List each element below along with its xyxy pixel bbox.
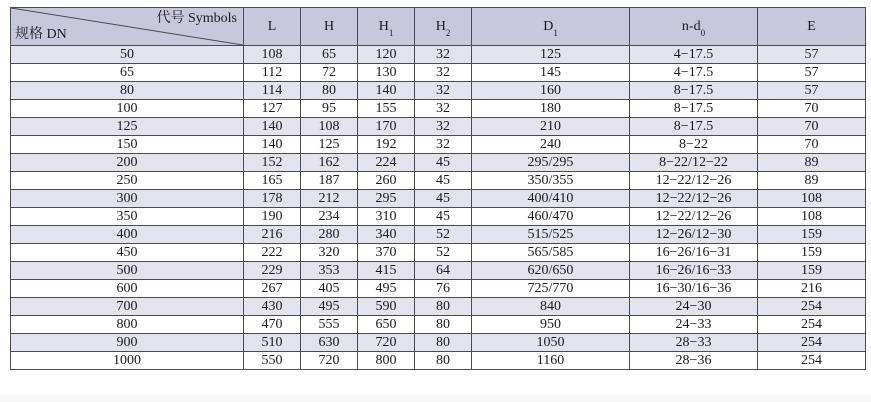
cell-n-d0: 8−17.5 [630,100,758,118]
cell-h: 555 [301,316,358,334]
cell-d1: 1050 [472,334,630,352]
cell-dn: 350 [11,208,244,226]
cell-e: 70 [758,136,866,154]
cell-h: 405 [301,280,358,298]
cell-h1: 340 [358,226,415,244]
cell-h: 125 [301,136,358,154]
cell-l: 178 [244,190,301,208]
table-row [11,100,866,118]
corner-label-symbols: 代号 Symbols [156,11,237,26]
cell-e: 159 [758,244,866,262]
cell-h: 353 [301,262,358,280]
table-row [11,190,866,208]
cell-n-d0: 8−17.5 [630,82,758,100]
cell-h1: 192 [358,136,415,154]
cell-h: 234 [301,208,358,226]
cell-h2: 32 [415,136,472,154]
table-row [11,334,866,352]
cell-dn: 450 [11,244,244,262]
cell-l: 108 [244,46,301,64]
cell-h2: 52 [415,226,472,244]
cell-n-d0: 12−26/12−30 [630,226,758,244]
cell-d1: 620/650 [472,262,630,280]
cell-h2: 45 [415,172,472,190]
table-row [11,136,866,154]
table-row [11,172,866,190]
corner-label-dn: 规格 DN [15,27,67,42]
cell-d1: 565/585 [472,244,630,262]
cell-l: 229 [244,262,301,280]
cell-l: 470 [244,316,301,334]
cell-dn: 200 [11,154,244,172]
table-row [11,64,866,82]
cell-h1: 310 [358,208,415,226]
dimension-table [10,7,866,370]
cell-n-d0: 24−30 [630,298,758,316]
cell-e: 89 [758,154,866,172]
cell-l: 430 [244,298,301,316]
cell-h1: 120 [358,46,415,64]
cell-d1: 460/470 [472,208,630,226]
cell-h: 72 [301,64,358,82]
header-row [11,8,866,46]
cell-h1: 415 [358,262,415,280]
cell-h2: 80 [415,316,472,334]
cell-d1: 1160 [472,352,630,370]
cell-h1: 590 [358,298,415,316]
table-row [11,262,866,280]
cell-h2: 32 [415,100,472,118]
corner-header-cell [11,8,244,46]
cell-l: 222 [244,244,301,262]
table-body [11,46,866,370]
cell-h2: 80 [415,352,472,370]
cell-h2: 32 [415,46,472,64]
cell-l: 152 [244,154,301,172]
cell-dn: 80 [11,82,244,100]
cell-e: 70 [758,118,866,136]
cell-h1: 650 [358,316,415,334]
cell-dn: 900 [11,334,244,352]
cell-dn: 250 [11,172,244,190]
cell-h2: 32 [415,82,472,100]
cell-dn: 65 [11,64,244,82]
page-bottom-edge [0,394,871,402]
cell-h1: 224 [358,154,415,172]
cell-l: 114 [244,82,301,100]
cell-n-d0: 8−17.5 [630,118,758,136]
cell-h2: 80 [415,334,472,352]
cell-h: 495 [301,298,358,316]
cell-h: 212 [301,190,358,208]
cell-h2: 52 [415,244,472,262]
cell-n-d0: 28−36 [630,352,758,370]
cell-h1: 720 [358,334,415,352]
table-row [11,154,866,172]
cell-dn: 100 [11,100,244,118]
cell-l: 112 [244,64,301,82]
table-row [11,352,866,370]
cell-h: 108 [301,118,358,136]
cell-d1: 295/295 [472,154,630,172]
cell-dn: 1000 [11,352,244,370]
table-row [11,118,866,136]
cell-h2: 32 [415,64,472,82]
cell-e: 254 [758,334,866,352]
cell-e: 89 [758,172,866,190]
table-row [11,82,866,100]
cell-h1: 130 [358,64,415,82]
cell-dn: 700 [11,298,244,316]
cell-h1: 155 [358,100,415,118]
cell-l: 165 [244,172,301,190]
cell-d1: 840 [472,298,630,316]
cell-e: 108 [758,208,866,226]
cell-d1: 160 [472,82,630,100]
cell-h1: 140 [358,82,415,100]
cell-h1: 295 [358,190,415,208]
cell-h2: 76 [415,280,472,298]
table-row [11,46,866,64]
cell-h: 280 [301,226,358,244]
cell-n-d0: 4−17.5 [630,46,758,64]
cell-l: 267 [244,280,301,298]
cell-n-d0: 12−22/12−26 [630,190,758,208]
column-header-l: L [244,8,301,46]
cell-e: 254 [758,316,866,334]
cell-h1: 495 [358,280,415,298]
cell-n-d0: 16−30/16−36 [630,280,758,298]
cell-n-d0: 8−22/12−22 [630,154,758,172]
cell-n-d0: 4−17.5 [630,64,758,82]
cell-dn: 600 [11,280,244,298]
cell-h: 720 [301,352,358,370]
cell-h2: 45 [415,190,472,208]
cell-h1: 260 [358,172,415,190]
cell-dn: 125 [11,118,244,136]
cell-n-d0: 28−33 [630,334,758,352]
cell-n-d0: 16−26/16−33 [630,262,758,280]
table-row [11,208,866,226]
cell-dn: 300 [11,190,244,208]
cell-d1: 350/355 [472,172,630,190]
table-row [11,280,866,298]
cell-h2: 45 [415,208,472,226]
cell-h: 320 [301,244,358,262]
column-header-e: E [758,8,866,46]
cell-l: 510 [244,334,301,352]
cell-h2: 80 [415,298,472,316]
column-header-n-d0: $n-d_0$ [630,8,758,46]
column-header-d1: $D_1$ [472,8,630,46]
cell-h: 80 [301,82,358,100]
column-header-h2: $H_2$ [415,8,472,46]
table-row [11,226,866,244]
cell-e: 70 [758,100,866,118]
cell-l: 550 [244,352,301,370]
cell-h1: 370 [358,244,415,262]
cell-e: 108 [758,190,866,208]
cell-e: 57 [758,46,866,64]
cell-l: 140 [244,136,301,154]
table-row [11,316,866,334]
cell-h2: 32 [415,118,472,136]
cell-dn: 150 [11,136,244,154]
cell-d1: 725/770 [472,280,630,298]
cell-d1: 210 [472,118,630,136]
cell-dn: 400 [11,226,244,244]
cell-d1: 950 [472,316,630,334]
cell-h: 95 [301,100,358,118]
cell-e: 216 [758,280,866,298]
cell-d1: 180 [472,100,630,118]
cell-e: 159 [758,226,866,244]
cell-n-d0: 12−22/12−26 [630,208,758,226]
cell-n-d0: 16−26/16−31 [630,244,758,262]
cell-n-d0: 24−33 [630,316,758,334]
cell-e: 254 [758,298,866,316]
cell-h: 630 [301,334,358,352]
cell-d1: 400/410 [472,190,630,208]
cell-d1: 240 [472,136,630,154]
cell-d1: 145 [472,64,630,82]
cell-h2: 64 [415,262,472,280]
cell-h: 187 [301,172,358,190]
cell-dn: 800 [11,316,244,334]
column-header-h1: $H_1$ [358,8,415,46]
cell-e: 159 [758,262,866,280]
dimension-table-sheet [10,7,865,370]
cell-n-d0: 8−22 [630,136,758,154]
table-row [11,244,866,262]
cell-h: 162 [301,154,358,172]
cell-h1: 170 [358,118,415,136]
column-header-h: H [301,8,358,46]
cell-h1: 800 [358,352,415,370]
cell-d1: 125 [472,46,630,64]
cell-d1: 515/525 [472,226,630,244]
cell-h2: 45 [415,154,472,172]
cell-e: 57 [758,82,866,100]
cell-n-d0: 12−22/12−26 [630,172,758,190]
cell-e: 57 [758,64,866,82]
cell-e: 254 [758,352,866,370]
cell-dn: 500 [11,262,244,280]
cell-h: 65 [301,46,358,64]
cell-l: 127 [244,100,301,118]
cell-l: 140 [244,118,301,136]
cell-dn: 50 [11,46,244,64]
table-row [11,298,866,316]
cell-l: 216 [244,226,301,244]
cell-l: 190 [244,208,301,226]
